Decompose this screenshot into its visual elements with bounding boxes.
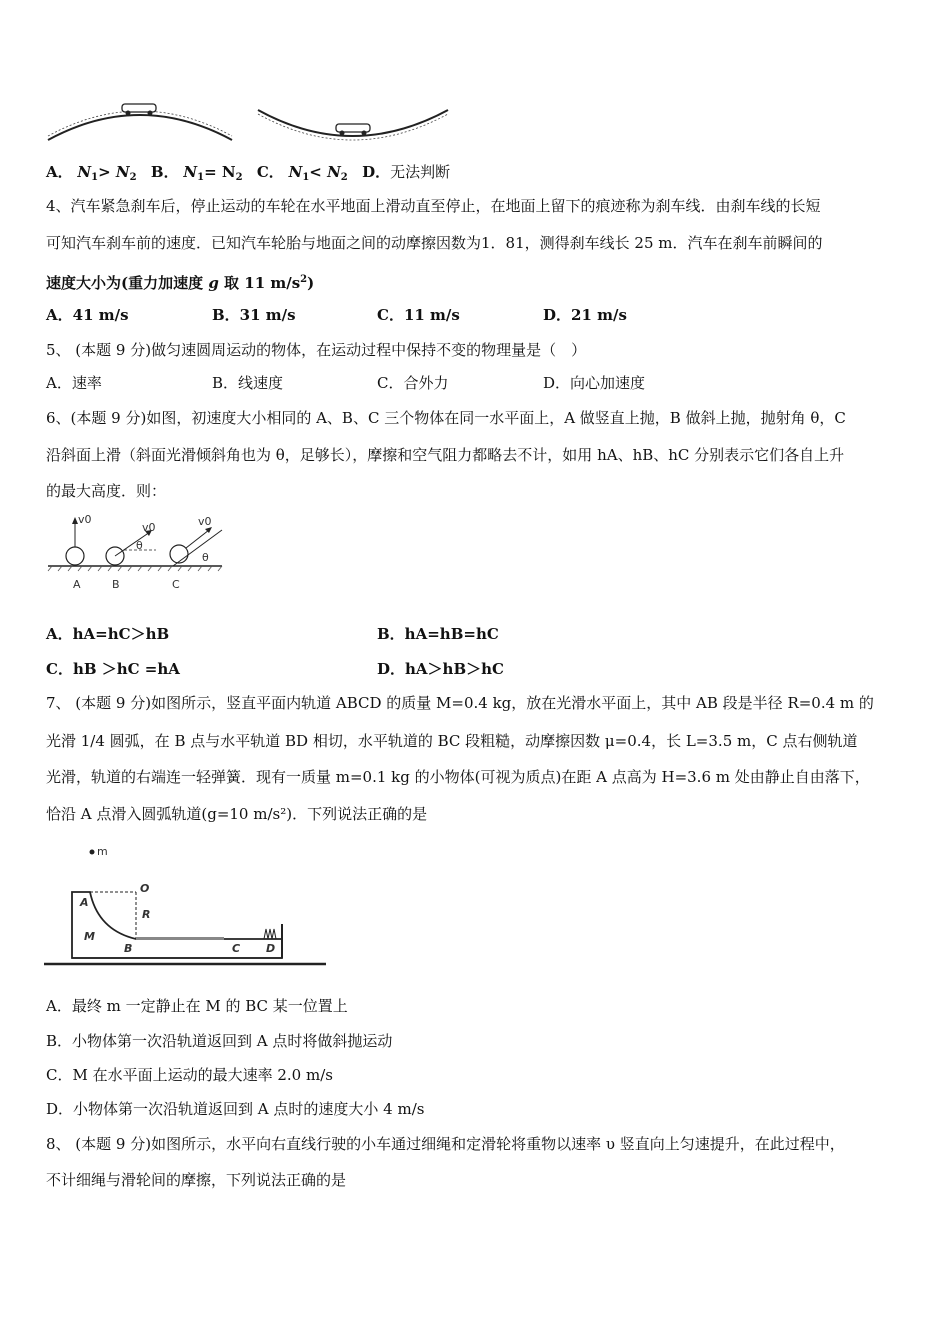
q7-option-b: B．小物体第一次沿轨道返回到 A 点时将做斜抛运动 bbox=[46, 1032, 393, 1050]
q6-stem-line3: 的最大高度．则： bbox=[46, 482, 167, 500]
fig6-label-c: C bbox=[172, 578, 180, 591]
q4-option-c: C．11 m/s bbox=[377, 306, 460, 324]
fig7-label-m: m bbox=[97, 845, 108, 858]
fig7-label-r: R bbox=[142, 908, 151, 921]
q5-stem: 5、 (本题 9 分)做匀速圆周运动的物体，在运动过程中保持不变的物理量是（ ） bbox=[46, 341, 587, 359]
fig6-v0-a: v0 bbox=[78, 513, 92, 526]
q5-option-b: B．线速度 bbox=[212, 374, 284, 392]
car-road-figure bbox=[40, 92, 460, 150]
q7-option-c: C．M 在水平面上运动的最大速率 2.0 m/s bbox=[46, 1066, 333, 1084]
q6-option-a: A．hA=hC＞hB bbox=[46, 625, 170, 643]
car-in-valley-icon bbox=[336, 124, 370, 136]
q6-option-b: B．hA=hB=hC bbox=[377, 625, 499, 643]
q4-stem-line1: 4、汽车紧急刹车后，停止运动的车轮在水平地面上滑动直至停止，在地面上留下的痕迹称为刹车线．由刹车线的长短 bbox=[46, 197, 821, 215]
q4-stem-line3: 速度大小为(重力加速度 g 取 11 $m/s^2$) bbox=[46, 274, 315, 292]
q7-stem-line4: 恰沿 A 点滑入圆弧轨道(g=10 m/s²)．下列说法正确的是 bbox=[46, 805, 428, 823]
q6-stem-line1: 6、(本题 9 分)如图，初速度大小相同的 A、B、C 三个物体在同一水平面上，A 做竖直上抛，B 做斜上抛，抛射角 θ，C bbox=[46, 409, 846, 427]
fig7-label-b: B bbox=[124, 942, 133, 955]
fig6-theta-c: θ bbox=[202, 551, 209, 564]
q7-stem-line2: 光滑 1/4 圆弧，在 B 点与水平轨道 BD 相切，水平轨道的 BC 段粗糙，动摩擦因数 μ=0.4，长 L=3.5 m，C 点右侧轨道 bbox=[46, 732, 858, 750]
q7-stem-line1: 7、 (本题 9 分)如图所示，竖直平面内轨道 ABCD 的质量 M=0.4 kg，放在光滑水平面上，其中 AB 段是半径 R=0.4 m 的 bbox=[46, 694, 874, 712]
fig7-label-m-track: M bbox=[84, 930, 95, 943]
q5-option-c: C．合外力 bbox=[377, 374, 449, 392]
fig6-label-a: A bbox=[73, 578, 81, 591]
q7-option-a: A．最终 m 一定静止在 M 的 BC 某一位置上 bbox=[46, 997, 348, 1015]
q8-stem-line2: 不计细绳与滑轮间的摩擦，下列说法正确的是 bbox=[46, 1171, 347, 1189]
fig7-label-o: O bbox=[140, 882, 150, 895]
fig6-theta-b: θ bbox=[136, 539, 143, 552]
fig7-label-a: A bbox=[80, 896, 89, 909]
fig7-label-d: D bbox=[266, 942, 276, 955]
car-on-hill-icon bbox=[122, 104, 156, 116]
q4-option-b: B．31 m/s bbox=[212, 306, 296, 324]
projectile-figure bbox=[46, 512, 226, 594]
q4-stem-line2: 可知汽车刹车前的速度．已知汽车轮胎与地面之间的动摩擦因数为1．81，测得刹车线长 25 m．汽车在刹车前瞬间的 bbox=[46, 234, 823, 252]
q6-stem-line2: 沿斜面上滑（斜面光滑倾斜角也为 θ，足够长），摩擦和空气阻力都略去不计，如用 hA、hB、hC 分别表示它们各自上升 bbox=[46, 446, 845, 464]
q5-option-d: D．向心加速度 bbox=[543, 374, 646, 392]
fig6-v0-b: v0 bbox=[142, 521, 156, 534]
q6-option-d: D．hA＞hB＞hC bbox=[377, 660, 504, 678]
q7-option-d: D．小物体第一次沿轨道返回到 A 点时的速度大小 4 m/s bbox=[46, 1100, 425, 1118]
track-figure bbox=[44, 840, 329, 972]
q4-option-a: A．41 m/s bbox=[46, 306, 129, 324]
fig6-label-b: B bbox=[112, 578, 120, 591]
q4-option-d: D．21 m/s bbox=[543, 306, 627, 324]
q6-option-c: C．hB ＞hC =hA bbox=[46, 660, 180, 678]
q3-options: A． $N_1> N_2$ B． $N_1= N_2$ C． $N_1< N_2$ D．无法判断 bbox=[46, 163, 451, 183]
q8-stem-line1: 8、 (本题 9 分)如图所示，水平向右直线行驶的小车通过细绳和定滑轮将重物以速率 υ 竖直向上匀速提升，在此过程中， bbox=[46, 1135, 845, 1153]
q7-stem-line3: 光滑，轨道的右端连一轻弹簧．现有一质量 m=0.1 kg 的小物体(可视为质点)在距 A 点高为 H=3.6 m 处由静止自由落下， bbox=[46, 768, 870, 786]
fig7-label-c: C bbox=[232, 942, 241, 955]
fig6-v0-c: v0 bbox=[198, 515, 212, 528]
q5-option-a: A．速率 bbox=[46, 374, 102, 392]
